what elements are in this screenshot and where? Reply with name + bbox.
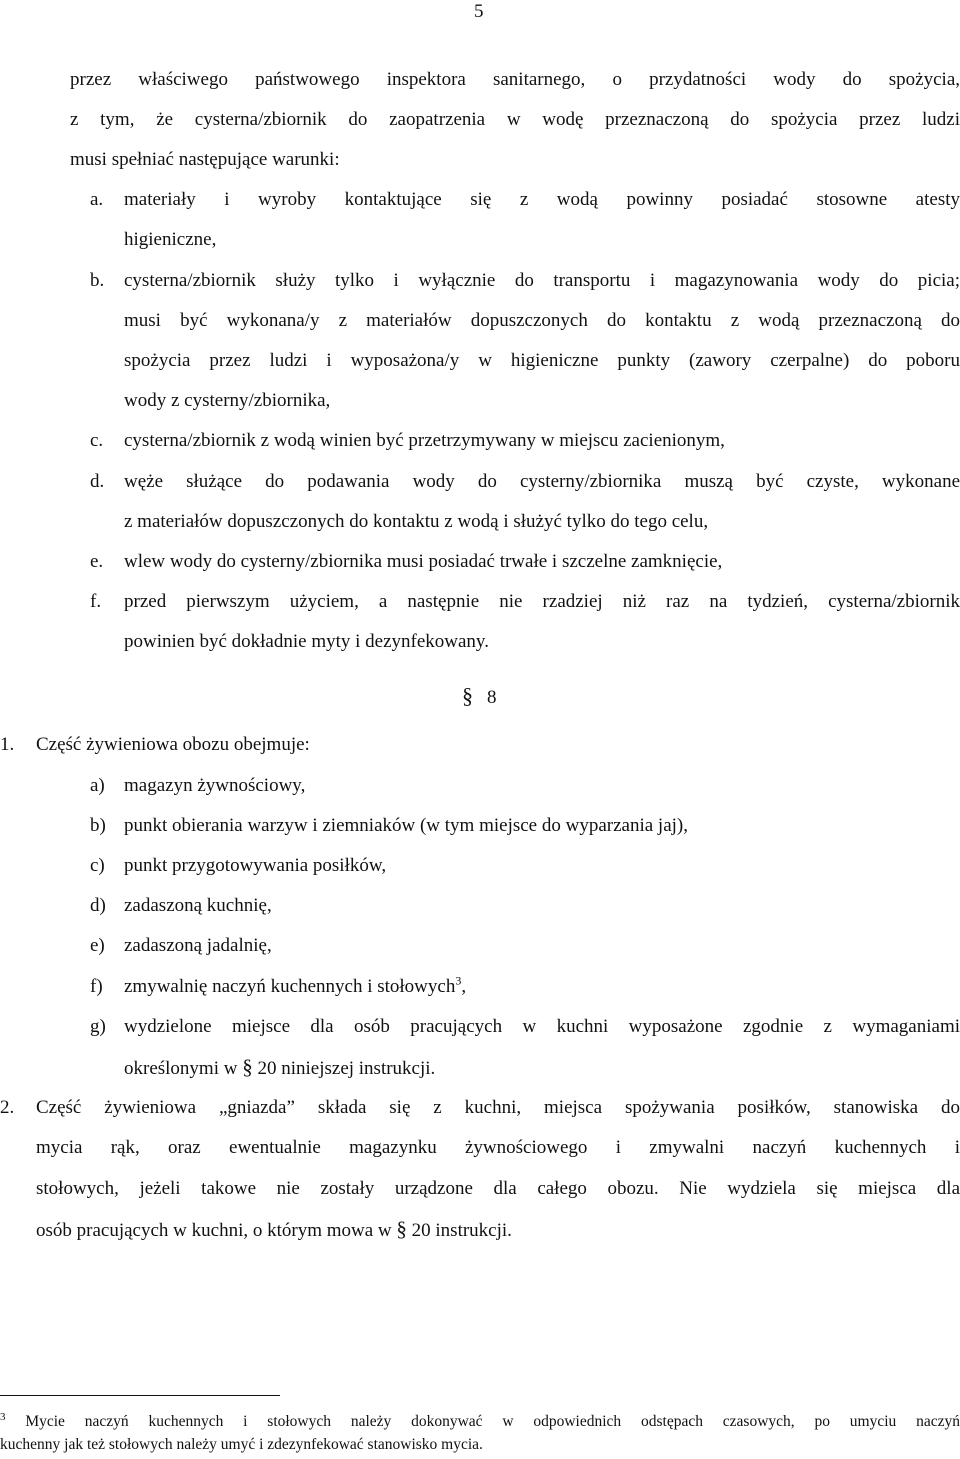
item-text: osób pracujących w kuchni, o którym mowa w	[36, 1220, 392, 1241]
list-marker: f)	[90, 976, 103, 997]
list-item-line: punkt obierania warzyw i ziemniaków (w tym miejsce do wyparzania jaj),	[124, 815, 688, 836]
list-marker: a.	[90, 189, 104, 210]
section-sign: §	[242, 1055, 253, 1079]
point-text: Część żywieniowa obozu obejmuje:	[36, 734, 310, 755]
list-item-line: wlew wody do cysterny/zbiornika musi posiadać trwałe i szczelne zamknięcie,	[124, 551, 723, 572]
list-item-line: musi być wykonana/y z materiałów dopuszczonych do kontaktu z wodą przeznaczoną do	[124, 310, 960, 331]
list-marker: b)	[90, 815, 106, 836]
point-line: stołowych, jeżeli takowe nie zostały urządzone dla całego obozu. Nie wydziela się miejsca dla	[36, 1178, 960, 1199]
page-number: 5	[474, 1, 484, 22]
footnote-text: Mycie naczyń kuchennych i stołowych należy dokonywać w odpowiednich odstępach czasowych, po umyciu naczyń	[25, 1413, 960, 1430]
list-item-line: cysterna/zbiornik służy tylko i wyłącznie do transportu i magazynowania wody do picia;	[124, 270, 960, 291]
list-item-line: wody z cysterny/zbiornika,	[124, 390, 331, 411]
list-marker: a)	[90, 775, 105, 796]
list-marker: e)	[90, 935, 105, 956]
list-item-line: zadaszoną kuchnię,	[124, 895, 272, 916]
list-item-line: higieniczne,	[124, 229, 217, 250]
point-line: Część żywieniowa „gniazda” składa się z kuchni, miejsca spożywania posiłków, stanowiska do	[36, 1097, 960, 1118]
point-marker: 2.	[0, 1097, 15, 1118]
list-item-line: wydzielone miejsce dla osób pracujących w kuchni wyposażone zgodnie z wymaganiami	[124, 1016, 960, 1037]
footnote-line: kuchenny jak też stołowych należy umyć i zdezynfekować stanowisko mycia.	[0, 1436, 483, 1453]
item-punct: ,	[461, 976, 467, 997]
intro-line: z tym, że cysterna/zbiornik do zaopatrzenia w wodę przeznaczoną do spożycia przez ludzi	[70, 109, 960, 130]
item-text: 20 niniejszej instrukcji.	[257, 1058, 436, 1079]
item-text: zmywalnię naczyń kuchennych i stołowych	[124, 976, 456, 997]
footnote-number: 3	[0, 1410, 6, 1423]
section-heading	[462, 683, 497, 711]
list-marker: g)	[90, 1016, 106, 1037]
list-marker: b.	[90, 270, 105, 291]
point-marker: 1.	[0, 734, 15, 755]
item-text: określonymi w	[124, 1058, 238, 1079]
list-item-line	[124, 975, 466, 999]
list-marker: e.	[90, 551, 104, 572]
list-item-line	[124, 1055, 435, 1081]
footnote-line	[0, 1412, 960, 1432]
list-item-line: węże służące do podawania wody do cysterny/zbiornika muszą być czyste, wykonane	[124, 471, 960, 492]
section-sign: §	[396, 1217, 407, 1241]
list-item-line: z materiałów dopuszczonych do kontaktu z wodą i służyć tylko do tego celu,	[124, 511, 709, 532]
list-item-line: zadaszoną jadalnię,	[124, 935, 272, 956]
list-marker: d.	[90, 471, 105, 492]
list-marker: f.	[90, 591, 102, 612]
intro-line: musi spełniać następujące warunki:	[70, 149, 340, 170]
list-item-line: magazyn żywnościowy,	[124, 775, 306, 796]
point-line	[36, 1217, 512, 1243]
point-line: mycia rąk, oraz ewentualnie magazynku żywnościowego i zmywalni naczyń kuchennych i	[36, 1137, 960, 1158]
section-sign: §	[462, 683, 473, 708]
item-text: 20 instrukcji.	[411, 1220, 512, 1241]
list-item-line: przed pierwszym użyciem, a następnie nie rzadziej niż raz na tydzień, cysterna/zbiornik	[124, 591, 960, 612]
section-number: 8	[487, 687, 497, 708]
list-item-line: spożycia przez ludzi i wyposażona/y w higieniczne punkty (zawory czerpalne) do poboru	[124, 350, 960, 371]
list-marker: c.	[90, 430, 104, 451]
intro-line: przez właściwego państwowego inspektora sanitarnego, o przydatności wody do spożycia,	[70, 69, 960, 90]
list-item-line: punkt przygotowywania posiłków,	[124, 855, 387, 876]
footnote-ref[interactable]: 3	[455, 973, 462, 988]
list-marker: c)	[90, 855, 105, 876]
footnote-divider	[0, 1395, 280, 1396]
list-marker: d)	[90, 895, 106, 916]
list-item-line: cysterna/zbiornik z wodą winien być przetrzymywany w miejscu zacienionym,	[124, 430, 725, 451]
list-item-line: materiały i wyroby kontaktujące się z wodą powinny posiadać stosowne atesty	[124, 189, 960, 210]
list-item-line: powinien być dokładnie myty i dezynfekowany.	[124, 631, 489, 652]
